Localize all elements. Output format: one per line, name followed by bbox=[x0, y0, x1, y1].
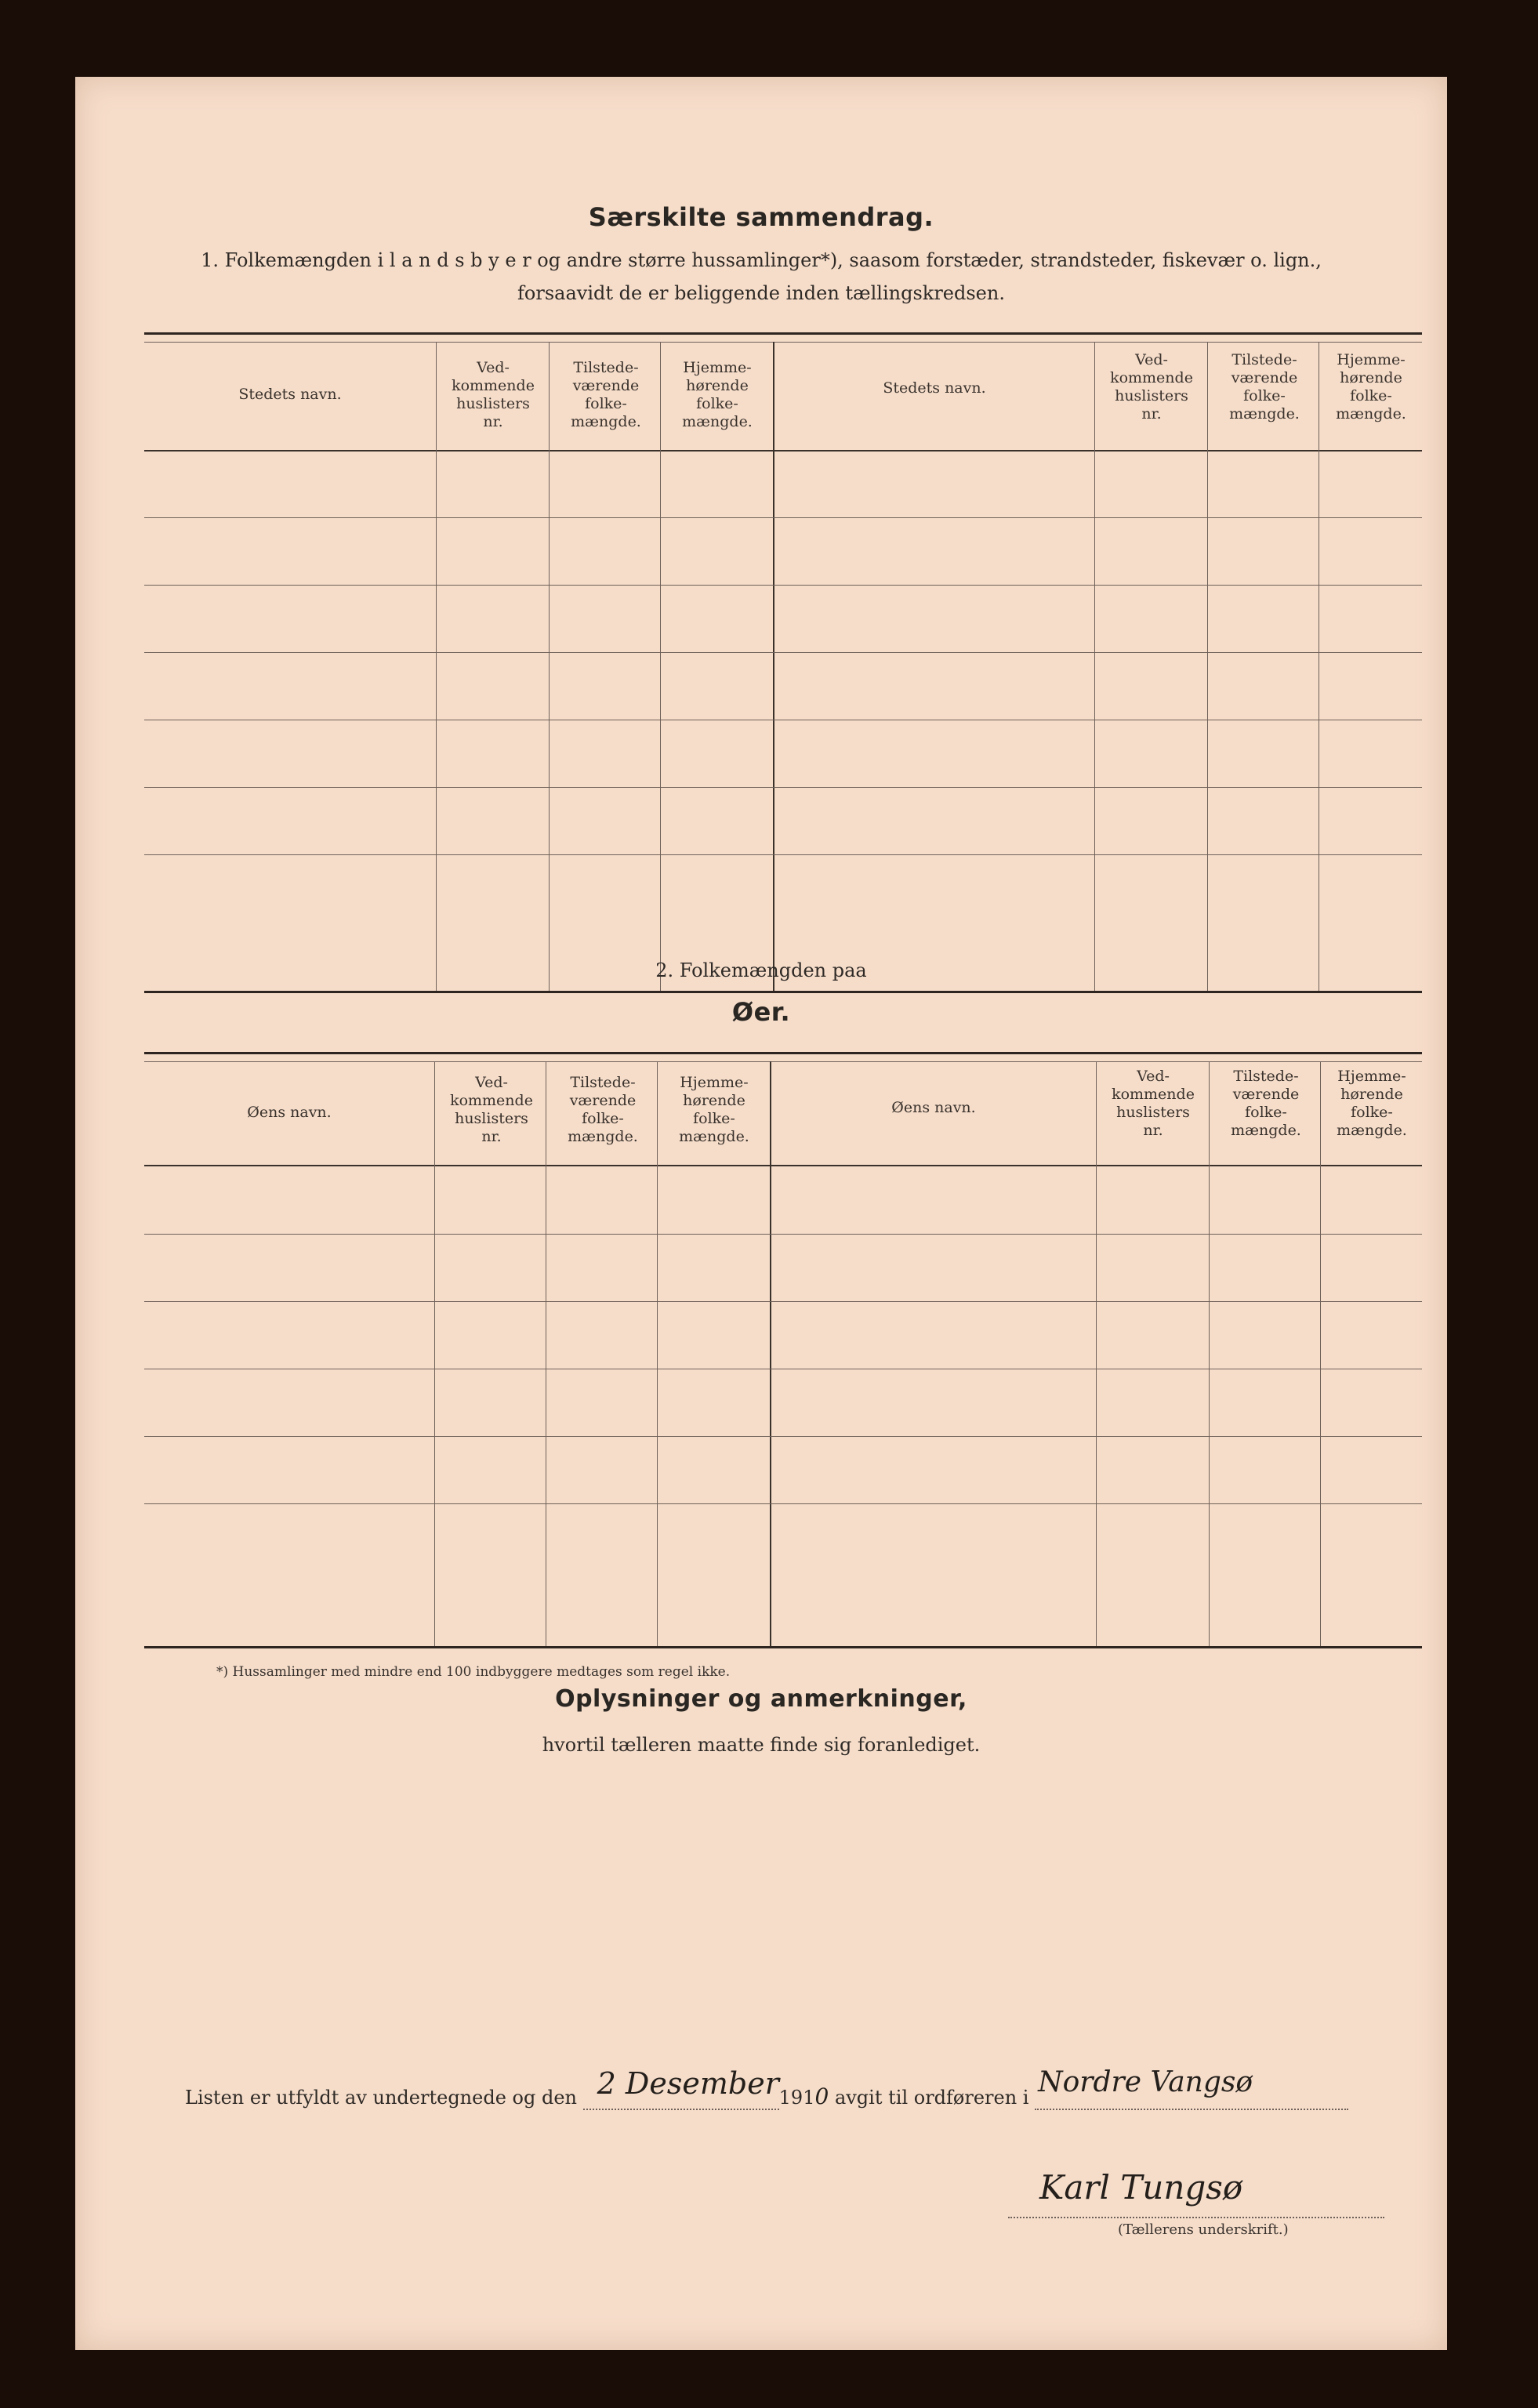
header-tilstede-left: Tilstede- værende folke- mængde. bbox=[571, 359, 641, 430]
header-huslister-right: Ved- kommende huslisters nr. bbox=[1112, 1068, 1195, 1139]
place-handwritten: Nordre Vangsø bbox=[1038, 2066, 1253, 2098]
header-stedets-navn-left: Stedets navn. bbox=[238, 386, 342, 403]
section2-title: Øer. bbox=[731, 997, 791, 1027]
header-oens-navn-right: Øens navn. bbox=[891, 1099, 976, 1116]
signature-statement bbox=[185, 2066, 1348, 2110]
table-row bbox=[144, 787, 1422, 788]
section2-heading: 2. Folkemængden paa bbox=[655, 959, 867, 981]
footnote: *) Hussamlinger med mindre end 100 indbyggere medtages som regel ikke. bbox=[216, 1664, 731, 1680]
header-hjemme-left: Hjemme- hørende folke- mængde. bbox=[679, 1074, 749, 1145]
signature-field bbox=[1008, 2168, 1384, 2218]
year-printed: 191 bbox=[778, 2087, 815, 2109]
signature-caption: (Tællerens underskrift.) bbox=[1118, 2221, 1289, 2238]
header-hjemme-right: Hjemme- hørende folke- mængde. bbox=[1337, 1068, 1407, 1139]
remarks-subtitle: hvortil tælleren maatte finde sig foranlediget. bbox=[542, 1734, 981, 1756]
section1-title: Særskilte sammendrag. bbox=[588, 202, 934, 232]
table-row bbox=[144, 652, 1422, 653]
table-row bbox=[144, 1503, 1422, 1504]
place-field bbox=[1035, 2066, 1348, 2110]
header-tilstede-right: Tilstede- værende folke- mængde. bbox=[1229, 351, 1300, 422]
header-tilstede-right: Tilstede- værende folke- mængde. bbox=[1231, 1068, 1301, 1139]
header-hjemme-left: Hjemme- hørende folke- mængde. bbox=[682, 359, 753, 430]
table-row bbox=[144, 1436, 1422, 1437]
signature-handwritten: Karl Tungsø bbox=[1039, 2168, 1243, 2207]
header-stedets-navn-right: Stedets navn. bbox=[883, 379, 986, 397]
table-oer bbox=[144, 1052, 1422, 1648]
header-huslister-left: Ved- kommende huslisters nr. bbox=[450, 1074, 533, 1145]
header-hjemme-right: Hjemme- hørende folke- mængde. bbox=[1336, 351, 1406, 422]
section1-intro-line1: 1. Folkemængden i l a n d s b y e r og andre større hussamlinger*), saasom forstæder, strandsteder, fiskevær o. lign., bbox=[201, 249, 1322, 271]
table-row bbox=[144, 1301, 1422, 1302]
header-huslister-left: Ved- kommende huslisters nr. bbox=[452, 359, 535, 430]
table-row bbox=[144, 517, 1422, 518]
header-tilstede-left: Tilstede- værende folke- mængde. bbox=[568, 1074, 638, 1145]
date-field bbox=[583, 2066, 779, 2110]
remarks-title: Oplysninger og anmerkninger, bbox=[555, 1685, 967, 1713]
statement-middle: avgit til ordføreren i bbox=[834, 2087, 1029, 2109]
date-handwritten: 2 Desember bbox=[597, 2066, 779, 2101]
header-oens-navn-left: Øens navn. bbox=[247, 1104, 332, 1121]
table-landsbyer bbox=[144, 332, 1422, 991]
section1-intro-line2: forsaavidt de er beliggende inden tællingskredsen. bbox=[517, 282, 1005, 304]
table-row bbox=[144, 585, 1422, 586]
table-row bbox=[144, 1234, 1422, 1235]
statement-prefix: Listen er utfyldt av undertegnede og den bbox=[185, 2087, 578, 2109]
table-row bbox=[144, 854, 1422, 855]
header-huslister-right: Ved- kommende huslisters nr. bbox=[1110, 351, 1193, 422]
census-form-page bbox=[75, 77, 1447, 2350]
year-handwritten: 0 bbox=[814, 2083, 829, 2109]
